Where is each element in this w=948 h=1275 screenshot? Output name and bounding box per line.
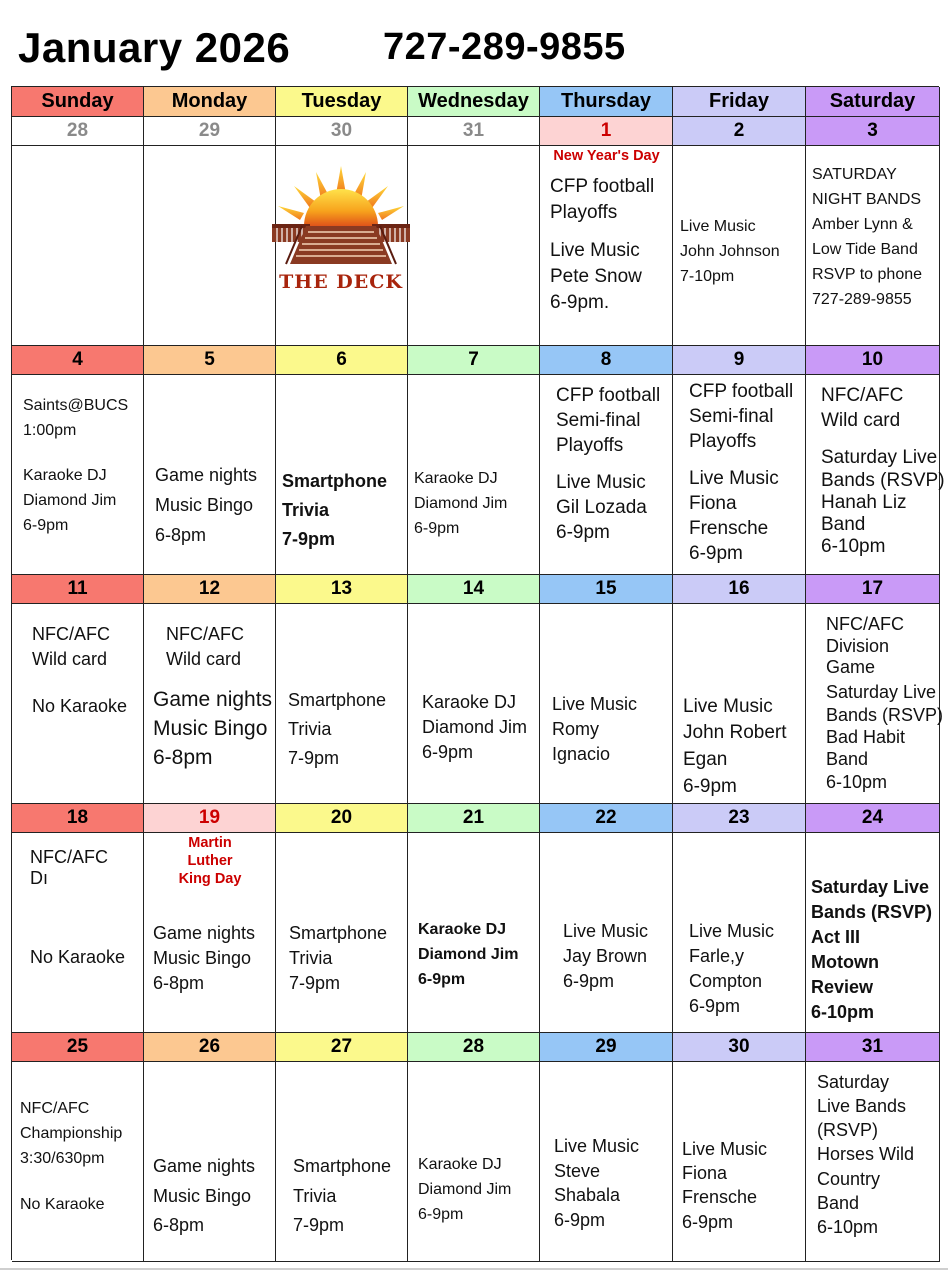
event-line: John Robert (683, 722, 787, 743)
event-line: Bad Habit (826, 727, 906, 747)
event-line: Shabala (554, 1185, 621, 1205)
date-number: 5 (144, 346, 276, 375)
weekday-header-tuesday: Tuesday (276, 87, 408, 117)
event-line: Low Tide Band (812, 241, 918, 258)
event-line: Farle,y (689, 946, 745, 966)
event-line: No Karaoke (20, 1196, 105, 1213)
weekday-header-monday: Monday (144, 87, 276, 117)
holiday-label: Martin Luther King Day (178, 835, 242, 887)
event-line: Jay Brown (563, 946, 648, 966)
event-line: Live Music (556, 472, 646, 493)
day-cell (12, 604, 144, 804)
day-cell (276, 833, 408, 1033)
date-number: 16 (673, 575, 806, 604)
event-line: Division (826, 636, 890, 656)
event-line: Steve (554, 1161, 601, 1181)
event-line: Bands (RSVP) (821, 470, 945, 491)
date-number: 24 (806, 804, 940, 833)
event-line: 7-9pm (289, 973, 341, 993)
event-line: NFC/AFC (826, 614, 904, 634)
event-line: Fiona (682, 1163, 728, 1183)
event-line: Wild card (821, 410, 901, 431)
day-cell (276, 1062, 408, 1262)
event-line: Gil Lozada (556, 497, 647, 518)
event-line: Saturday Live (811, 877, 930, 897)
date-number: 11 (12, 575, 144, 604)
event-line: Act III (811, 927, 861, 947)
event-line: Karaoke DJ (418, 1156, 502, 1173)
event-line: CFP football (689, 381, 794, 402)
event-line: 7-10pm (680, 268, 735, 285)
event-line: NFC/AFC (32, 624, 110, 644)
event-line: 727-289-9855 (812, 291, 912, 308)
event-line: Music Bingo (153, 948, 252, 968)
event-line: Karaoke DJ (422, 692, 517, 712)
event-line: Game nights (155, 465, 258, 485)
event-line: Live Bands (817, 1096, 907, 1116)
event-line: Diamond Jim (418, 1181, 512, 1198)
event-line: Band (821, 514, 866, 535)
event-line: NFC/AFC (166, 624, 244, 644)
day-cell (806, 146, 940, 346)
event-line: Live Music (563, 921, 649, 941)
event-line: Live Music (552, 694, 638, 714)
event-line: Karaoke DJ (414, 470, 498, 487)
weekday-header-sunday: Sunday (12, 87, 144, 117)
event-line: Fiona (689, 493, 737, 514)
event-line: Smartphone (293, 1156, 392, 1176)
day-cell (144, 146, 276, 346)
weekday-header-saturday: Saturday (806, 87, 940, 117)
event-line: 6-10pm (811, 1002, 875, 1022)
event-line: Live Music (680, 218, 756, 235)
day-cell (540, 146, 673, 346)
day-cell (276, 375, 408, 575)
logo-text: THE DECK (279, 271, 403, 293)
event-line: 6-9pm (414, 520, 460, 537)
event-line: Semi-final (689, 406, 774, 427)
date-number: 23 (673, 804, 806, 833)
event-line: 1:00pm (23, 422, 77, 439)
event-line: Hanah Liz (821, 492, 907, 513)
event-line: No Karaoke (32, 696, 128, 716)
date-number: 29 (540, 1033, 673, 1062)
event-line: 6-8pm (153, 1215, 205, 1235)
event-line: Trivia (293, 1186, 337, 1206)
date-number: 2 (673, 117, 806, 146)
event-line: Ignacio (552, 744, 611, 764)
event-line: 6-9pm (23, 517, 69, 534)
date-number: 21 (408, 804, 540, 833)
day-cell (12, 1062, 144, 1262)
event-line: 6-10pm (826, 772, 888, 792)
event-line: NFC/AFC (821, 385, 904, 406)
event-line: 6-9pm (563, 971, 615, 991)
calendar-grid (11, 86, 945, 1260)
date-number: 9 (673, 346, 806, 375)
date-number: 13 (276, 575, 408, 604)
event-line: Wild card (166, 649, 242, 669)
event-line: Frensche (682, 1187, 758, 1207)
event-line: Semi-final (556, 410, 641, 431)
footer-divider (0, 1268, 948, 1270)
date-number: 31 (408, 117, 540, 146)
event-line: 6-10pm (821, 536, 886, 557)
event-line: Live Music (550, 240, 640, 261)
day-cell (12, 833, 144, 1033)
event-line: CFP football (556, 385, 661, 406)
calendar-title: January 2026 (18, 24, 291, 71)
date-number: 1 (540, 117, 673, 146)
event-line: 6-9pm (418, 971, 466, 988)
day-cell (540, 1062, 673, 1262)
event-line: Championship (20, 1125, 123, 1142)
day-cell (276, 604, 408, 804)
event-line: Band (817, 1193, 860, 1213)
date-number: 4 (12, 346, 144, 375)
event-line: Smartphone (289, 923, 388, 943)
event-line: NIGHT BANDS (812, 191, 922, 208)
date-number: 28 (12, 117, 144, 146)
date-number: 18 (12, 804, 144, 833)
date-number: 10 (806, 346, 940, 375)
event-line: 6-9pm (556, 522, 610, 543)
date-number: 20 (276, 804, 408, 833)
event-line: Live Music (682, 1139, 768, 1159)
event-line: Romy (552, 719, 600, 739)
day-cell (144, 833, 276, 1033)
event-line: Diamond Jim (418, 946, 519, 963)
event-line: Compton (689, 971, 763, 991)
event-line: Game nights (153, 1156, 256, 1176)
event-line: Saints@BUCS (23, 397, 129, 414)
event-line: Live Music (689, 468, 779, 489)
event-line: Country (817, 1169, 881, 1189)
date-number: 8 (540, 346, 673, 375)
date-number: 6 (276, 346, 408, 375)
event-line: 6-9pm (418, 1206, 464, 1223)
event-line: Bands (RSVP) (811, 902, 933, 922)
event-line: Live Music (554, 1136, 640, 1156)
day-cell (408, 1062, 540, 1262)
event-line: 6-8pm (153, 973, 205, 993)
event-line: Trivia (282, 500, 330, 520)
event-line: 6-9pm. (550, 292, 610, 313)
day-cell (408, 833, 540, 1033)
date-number: 28 (408, 1033, 540, 1062)
event-line: Karaoke DJ (23, 467, 107, 484)
date-number: 27 (276, 1033, 408, 1062)
phone-number: 727-289-9855 (383, 26, 626, 68)
weekday-header-wednesday: Wednesday (408, 87, 540, 117)
event-line: Game (826, 657, 876, 677)
day-cell (806, 1062, 940, 1262)
day-cell (673, 833, 806, 1033)
event-line: Game nights (153, 923, 256, 943)
date-number: 25 (12, 1033, 144, 1062)
event-line: Trivia (288, 719, 332, 739)
day-cell (540, 604, 673, 804)
day-cell (408, 146, 540, 346)
event-line: Diamond Jim (422, 717, 528, 737)
the-deck-logo (272, 164, 410, 296)
event-line: Live Music (683, 696, 773, 717)
day-cell (673, 146, 806, 346)
day-cell (144, 1062, 276, 1262)
event-line: Trivia (289, 948, 333, 968)
holiday-label: New Year's Day (553, 148, 660, 164)
date-number: 19 (144, 804, 276, 833)
event-line: Game nights (153, 688, 273, 711)
event-line: 6-9pm (683, 776, 737, 797)
day-cell (673, 1062, 806, 1262)
event-line: Music Bingo (155, 495, 254, 515)
date-number: 15 (540, 575, 673, 604)
event-line: 6-9pm (689, 543, 743, 564)
event-line: NFC/AFC (20, 1100, 90, 1117)
date-number: 17 (806, 575, 940, 604)
date-number: 3 (806, 117, 940, 146)
event-line: 3:30/630pm (20, 1150, 105, 1167)
day-cell (408, 604, 540, 804)
date-number: 22 (540, 804, 673, 833)
event-line: CFP football (550, 176, 655, 197)
day-cell (806, 604, 944, 804)
event-line: SATURDAY (812, 166, 897, 183)
event-line: Live Music (689, 921, 775, 941)
event-line: Smartphone (288, 690, 387, 710)
weekday-header-thursday: Thursday (540, 87, 673, 117)
event-line: 7-9pm (293, 1215, 345, 1235)
day-cell (540, 833, 673, 1033)
event-line: Dı (30, 868, 48, 888)
event-line: Motown (811, 952, 879, 972)
day-cell (673, 604, 806, 804)
event-line: John Johnson (680, 243, 780, 260)
event-line: Smartphone (282, 471, 388, 491)
event-line: Diamond Jim (23, 492, 117, 509)
event-line: Saturday Live (821, 447, 938, 468)
event-line: Music Bingo (153, 717, 268, 740)
date-number: 30 (673, 1033, 806, 1062)
event-line: Playoffs (556, 435, 624, 456)
date-number: 30 (276, 117, 408, 146)
event-line: 6-10pm (817, 1217, 879, 1237)
event-line: Egan (683, 749, 728, 770)
event-line: 6-9pm (682, 1212, 734, 1232)
event-line: Band (826, 749, 869, 769)
event-line: 7-9pm (282, 529, 336, 549)
event-line: 6-8pm (155, 525, 207, 545)
day-cell (144, 375, 276, 575)
event-line: Bands (RSVP) (826, 705, 944, 725)
event-line: No Karaoke (30, 947, 126, 967)
event-line: Pete Snow (550, 266, 642, 287)
event-line: 6-9pm (689, 996, 741, 1016)
date-number: 26 (144, 1033, 276, 1062)
event-line: Horses Wild (817, 1144, 915, 1164)
event-line: Playoffs (689, 431, 757, 452)
event-line: Karaoke DJ (418, 921, 507, 938)
date-number: 12 (144, 575, 276, 604)
date-number: 31 (806, 1033, 940, 1062)
day-cell (673, 375, 806, 575)
weekday-header-friday: Friday (673, 87, 806, 117)
event-line: 6-9pm (422, 742, 474, 762)
event-line: Review (811, 977, 874, 997)
day-cell (806, 375, 945, 575)
event-line: Saturday Live (826, 682, 937, 702)
day-cell (806, 833, 940, 1033)
event-line: 6-9pm (554, 1210, 606, 1230)
date-number: 7 (408, 346, 540, 375)
event-line: 6-8pm (153, 746, 213, 769)
event-line: Saturday (817, 1072, 890, 1092)
day-cell (144, 604, 276, 804)
event-line: Diamond Jim (414, 495, 508, 512)
event-line: Music Bingo (153, 1186, 252, 1206)
event-line: Amber Lynn & (812, 216, 913, 233)
event-line: Frensche (689, 518, 769, 539)
event-line: Wild card (32, 649, 108, 669)
event-line: (RSVP) (817, 1120, 879, 1140)
date-number: 14 (408, 575, 540, 604)
event-line: RSVP to phone (812, 266, 923, 283)
date-number: 29 (144, 117, 276, 146)
day-cell (540, 375, 673, 575)
event-line: NFC/AFC (30, 847, 108, 867)
event-line: Playoffs (550, 202, 618, 223)
day-cell (12, 375, 144, 575)
day-cell (12, 146, 144, 346)
day-cell (408, 375, 540, 575)
event-line: 7-9pm (288, 748, 340, 768)
